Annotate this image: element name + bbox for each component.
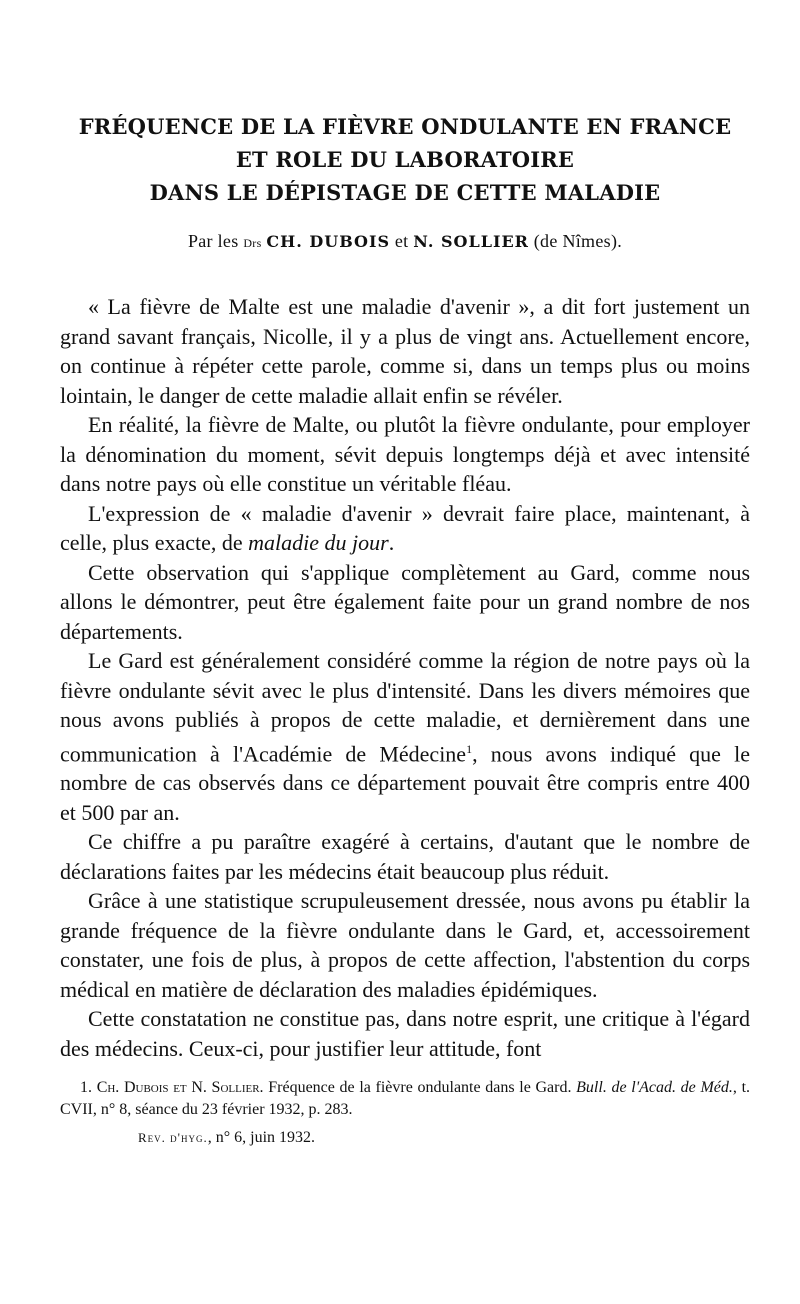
footnote-number: 1. (80, 1079, 92, 1096)
paragraph-5 (60, 646, 750, 827)
paragraph-8: Cette constatation ne constitue pas, dans notre esprit, une critique à l'égard des médecins. Ceux-ci, pour justifier leur attitude, font (60, 1006, 750, 1061)
byline-prefix: Par les (187, 231, 239, 251)
author-sollier: N. SOLLIER (413, 232, 529, 251)
byline-doctors: Drs (243, 236, 262, 250)
footnote-reference: , t. CVII, n° 8, séance du 23 février 1932, p. 283. (60, 1079, 751, 1118)
footnote-authors: Ch. Dubois et N. Sollier. (96, 1079, 264, 1096)
footnotes (60, 1077, 750, 1147)
paragraph-3-text: L'expression de « maladie d'avenir » devrait faire place, maintenant, à celle, plus exacte, de (60, 500, 750, 555)
maladie-du-jour-emphasis: maladie du jour (248, 530, 389, 555)
paragraph-7: Grâce à une statistique scrupuleusement dressée, nous avons pu établir la grande fréquence de la fièvre ondulante dans le Gard, et, accessoirement constater, une fois de plus, à propos de cette affection, l'abstention du corps médical en matière de déclaration des maladies épidémiques. (60, 888, 750, 1002)
article (60, 110, 750, 1063)
article-body (60, 292, 750, 1063)
paragraph-3 (60, 499, 750, 558)
paragraph-2: En réalité, la fièvre de Malte, ou plutôt la fièvre ondulante, pour employer la dénomination du moment, sévit depuis longtemps déjà et avec intensité dans notre pays où elle constitue un véritable fléau. (60, 412, 750, 496)
article-title (60, 110, 750, 209)
paragraph-4: Cette observation qui s'applique complètement au Gard, comme nous allons le démontrer, peut être également faite pour un grand nombre de nos départements. (60, 559, 750, 644)
paragraph-6: Ce chiffre a pu paraître exagéré à certains, d'autant que le nombre de déclarations faites par les médecins était beaucoup plus réduit. (60, 829, 750, 884)
byline (60, 231, 750, 252)
footnote-ref-1[interactable]: 1 (466, 741, 473, 756)
title-line-3: DANS LE DÉPISTAGE DE CETTE MALADIE (149, 180, 661, 205)
paragraph-5-text: Le Gard est généralement considéré comme la région de notre pays où la fièvre ondulante sévit avec le plus d'intensité. Dans les divers mémoires que nous avons publiés à propos de cette maladie, et dernièrement dans une communication à l'Académie de Médecine (60, 648, 750, 766)
title-line-2: ET ROLE DU LABORATOIRE (235, 147, 575, 172)
footnote-journal: Bull. de l'Acad. de Méd. (576, 1079, 733, 1096)
footnote-1 (60, 1077, 750, 1121)
byline-and: et (394, 231, 409, 251)
paragraph-1: « La fièvre de Malte est une maladie d'avenir », a dit fort justement un grand savant français, Nicolle, il y a plus de vingt ans. Actuellement encore, on continue à répéter cette parole, comme si, dans un temps plus ou moins lointain, le danger de cette maladie allait enfin se révéler. (60, 294, 750, 408)
paragraph-5-end: , nous avons indiqué que le nombre de cas observés dans ce département pouvait être compris entre 400 et 500 par an. (60, 740, 750, 825)
journal-signature (138, 1129, 750, 1147)
journal-issue: , n° 6, juin 1932. (207, 1129, 316, 1146)
title-line-1: FRÉQUENCE DE LA FIÈVRE ONDULANTE EN FRANCE (78, 114, 732, 139)
journal-abbreviation: Rev. d'hyg. (138, 1130, 208, 1145)
footnote-title: Fréquence de la fièvre ondulante dans le Gard. (263, 1079, 577, 1096)
byline-place: (de Nîmes). (533, 231, 623, 251)
author-dubois: CH. DUBOIS (266, 232, 391, 251)
paragraph-3-end: . (388, 530, 395, 555)
